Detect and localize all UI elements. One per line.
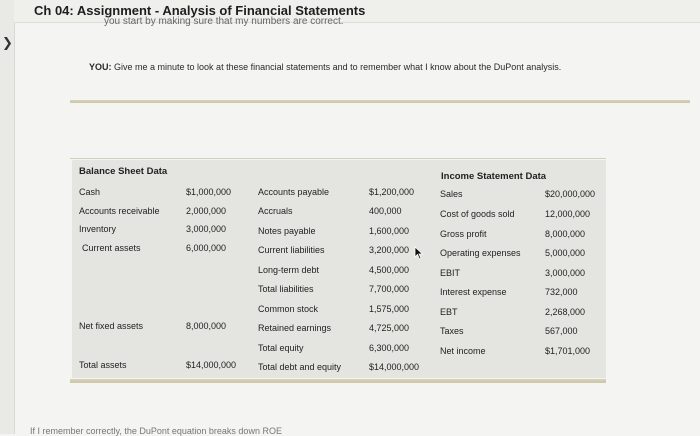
- liability-label: Long-term debt: [258, 265, 320, 275]
- asset-label: Inventory: [79, 224, 117, 234]
- liability-value: 6,300,000: [369, 343, 410, 353]
- income-label: EBIT: [440, 268, 461, 278]
- left-gutter: [0, 0, 15, 434]
- income-value: 567,000: [545, 326, 578, 336]
- liability-value: 400,000: [369, 206, 402, 216]
- income-label: Gross profit: [440, 229, 487, 239]
- income-value: $20,000,000: [545, 189, 596, 199]
- income-label: Operating expenses: [440, 248, 521, 258]
- liability-label: Accounts payable: [258, 187, 330, 197]
- income-label: Cost of goods sold: [440, 209, 515, 219]
- income-value: 5,000,000: [545, 248, 586, 258]
- mouse-pointer-icon: [414, 246, 424, 260]
- liability-value: 1,600,000: [369, 226, 410, 236]
- liability-label: Total liabilities: [258, 284, 314, 294]
- asset-value: $14,000,000: [186, 360, 237, 370]
- asset-value: 3,000,000: [186, 224, 227, 234]
- asset-label: Cash: [79, 187, 101, 197]
- cut-off-line: you start by making sure that my numbers are correct.: [104, 16, 344, 27]
- financial-data-panel: [72, 160, 606, 378]
- liability-label: Current liabilities: [258, 245, 325, 255]
- asset-label: Total assets: [79, 360, 127, 370]
- liability-label: Total debt and equity: [258, 362, 342, 372]
- liability-label: Accruals: [258, 206, 293, 216]
- asset-value: 2,000,000: [186, 206, 227, 216]
- income-label: Interest expense: [440, 287, 507, 297]
- asset-value: 8,000,000: [186, 321, 227, 331]
- panel-bottom-border: [70, 379, 606, 383]
- panel-top-border: [70, 158, 606, 159]
- income-value: $1,701,000: [545, 346, 591, 356]
- liability-label: Retained earnings: [258, 323, 332, 333]
- cut-off-text: [104, 16, 364, 28]
- asset-value: $1,000,000: [186, 187, 232, 197]
- liability-label: Common stock: [258, 304, 319, 314]
- liability-value: 4,725,000: [369, 323, 410, 333]
- income-label: EBT: [440, 307, 458, 317]
- balance-sheet-header: Balance Sheet Data: [79, 166, 168, 177]
- income-label: Net income: [440, 346, 486, 356]
- asset-label: Net fixed assets: [79, 321, 144, 331]
- income-label: Sales: [440, 189, 463, 199]
- page-title: Ch 04: Assignment - Analysis of Financial Statements: [34, 3, 366, 18]
- cut-off-bottom-text: [30, 426, 350, 434]
- dialogue-text: Give me a minute to look at these financial statements and to remember what I know about the DuPont analysis.: [114, 62, 562, 72]
- liability-value: $1,200,000: [369, 187, 415, 197]
- income-value: 8,000,000: [545, 229, 586, 239]
- income-label: Taxes: [440, 326, 464, 336]
- liability-label: Notes payable: [258, 226, 316, 236]
- liability-value: 1,575,000: [369, 304, 410, 314]
- cut-off-bottom-line: If I remember correctly, the DuPont equation breaks down ROE: [30, 426, 282, 436]
- liability-value: 7,700,000: [369, 284, 410, 294]
- liability-value: 3,200,000: [369, 245, 410, 255]
- dialogue-line: [89, 62, 561, 72]
- income-value: 12,000,000: [545, 209, 591, 219]
- income-value: 3,000,000: [545, 268, 586, 278]
- asset-label: Current assets: [82, 243, 141, 253]
- liability-label: Total equity: [258, 343, 304, 353]
- liability-value: $14,000,000: [369, 362, 420, 372]
- divider: [70, 100, 690, 103]
- income-statement-header: Income Statement Data: [441, 171, 547, 182]
- income-value: 2,268,000: [545, 307, 586, 317]
- income-value: 732,000: [545, 287, 578, 297]
- asset-label: Accounts receivable: [79, 206, 160, 216]
- speaker-label: YOU:: [89, 62, 112, 72]
- chevron-right-icon[interactable]: ❯: [2, 35, 13, 50]
- asset-value: 6,000,000: [186, 243, 227, 253]
- liability-value: 4,500,000: [369, 265, 410, 275]
